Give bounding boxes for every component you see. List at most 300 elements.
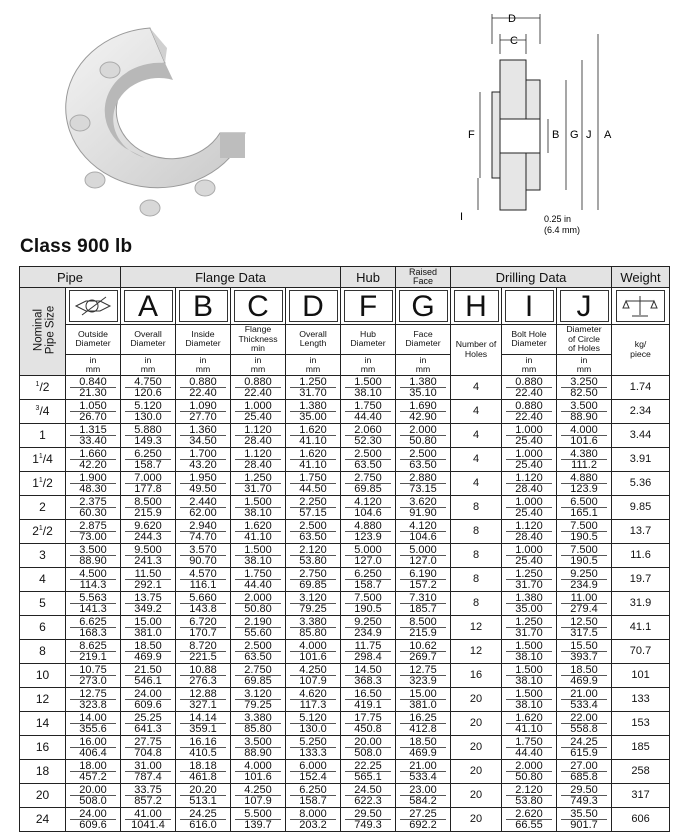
cell-j: 11.00 279.4 <box>557 591 612 615</box>
cell-c: 1.250 31.70 <box>231 471 286 495</box>
cell-od: 6.625 168.3 <box>66 615 121 639</box>
cell-b: 10.88 276.3 <box>176 663 231 687</box>
cell-weight: 9.85 <box>612 495 670 519</box>
cell-holes: 4 <box>451 375 502 399</box>
cell-i: 0.880 22.40 <box>502 399 557 423</box>
cell-holes: 8 <box>451 567 502 591</box>
cell-j: 22.00 558.8 <box>557 711 612 735</box>
cell-holes: 4 <box>451 399 502 423</box>
cell-holes: 4 <box>451 471 502 495</box>
cell-od: 10.75 273.0 <box>66 663 121 687</box>
unit-cell: in mm <box>66 354 121 375</box>
cell-weight: 133 <box>612 687 670 711</box>
col-overall-length: Overall Length <box>286 325 341 355</box>
column-name-row <box>20 325 670 355</box>
cell-weight: 3.44 <box>612 423 670 447</box>
table-row <box>20 759 670 783</box>
cell-f: 17.75 450.8 <box>341 711 396 735</box>
col-overall-diameter: Overall Diameter <box>121 325 176 355</box>
cell-g: 3.620 91.90 <box>396 495 451 519</box>
cell-b: 1.950 49.50 <box>176 471 231 495</box>
cell-c: 2.750 69.85 <box>231 663 286 687</box>
nominal-size-cell: 16 <box>20 735 66 759</box>
cell-c: 1.000 25.40 <box>231 399 286 423</box>
cell-i: 1.500 38.10 <box>502 663 557 687</box>
cell-weight: 2.34 <box>612 399 670 423</box>
cell-od: 3.500 88.90 <box>66 543 121 567</box>
cell-i: 1.500 38.10 <box>502 639 557 663</box>
cell-a: 18.50 469.9 <box>121 639 176 663</box>
cell-c: 2.500 63.50 <box>231 639 286 663</box>
raised-label: Raised <box>409 267 438 277</box>
letter-c: C <box>234 290 283 322</box>
cell-j: 29.50 749.3 <box>557 783 612 807</box>
table-row <box>20 567 670 591</box>
nominal-pipe-size-header <box>20 288 66 376</box>
cell-j: 9.250 234.9 <box>557 567 612 591</box>
cell-od: 24.00 609.6 <box>66 807 121 831</box>
group-header-row <box>20 267 670 288</box>
nominal-size-cell: 2 <box>20 495 66 519</box>
cell-b: 2.440 62.00 <box>176 495 231 519</box>
nominal-size-cell: 12 <box>20 687 66 711</box>
table-row <box>20 543 670 567</box>
col-inside-diameter: Inside Diameter <box>176 325 231 355</box>
table-row <box>20 399 670 423</box>
cell-od: 8.625 219.1 <box>66 639 121 663</box>
group-flange-data: Flange Data <box>121 267 341 288</box>
nominal-size-cell: 10 <box>20 663 66 687</box>
cell-d: 6.000 152.4 <box>286 759 341 783</box>
cell-od: 2.875 73.00 <box>66 519 121 543</box>
letter-j: J <box>560 290 609 322</box>
cell-od: 1.900 48.30 <box>66 471 121 495</box>
cell-f: 2.750 69.85 <box>341 471 396 495</box>
cell-i: 1.380 35.00 <box>502 591 557 615</box>
group-weight: Weight <box>612 267 670 288</box>
cell-weight: 3.91 <box>612 447 670 471</box>
unit-cell: in mm <box>396 354 451 375</box>
cell-i: 0.880 22.40 <box>502 375 557 399</box>
cell-g: 2.000 50.80 <box>396 423 451 447</box>
cell-c: 0.880 22.40 <box>231 375 286 399</box>
cell-g: 1.380 35.10 <box>396 375 451 399</box>
table-row <box>20 375 670 399</box>
cell-b: 18.18 461.8 <box>176 759 231 783</box>
cell-weight: 101 <box>612 663 670 687</box>
cell-weight: 70.7 <box>612 639 670 663</box>
cell-holes: 4 <box>451 447 502 471</box>
nominal-size-cell: 3 <box>20 543 66 567</box>
cell-i: 1.250 31.70 <box>502 567 557 591</box>
cell-i: 1.000 25.40 <box>502 495 557 519</box>
cell-holes: 8 <box>451 519 502 543</box>
cell-g: 7.310 185.7 <box>396 591 451 615</box>
cell-weight: 11.6 <box>612 543 670 567</box>
cell-holes: 8 <box>451 591 502 615</box>
nominal-size-cell: 20 <box>20 783 66 807</box>
cell-f: 29.50 749.3 <box>341 807 396 831</box>
group-raised-face <box>396 267 451 288</box>
letter-h: H <box>454 290 499 322</box>
letter-i: I <box>505 290 554 322</box>
cell-d: 1.380 35.00 <box>286 399 341 423</box>
cell-i: 1.250 31.70 <box>502 615 557 639</box>
nominal-size-cell: $2^1/2$ <box>20 519 66 543</box>
table-row <box>20 783 670 807</box>
cell-c: 3.500 88.90 <box>231 735 286 759</box>
cell-weight: 606 <box>612 807 670 831</box>
cell-g: 5.000 127.0 <box>396 543 451 567</box>
cell-weight: 13.7 <box>612 519 670 543</box>
cell-a: 9.500 241.3 <box>121 543 176 567</box>
letter-f: F <box>344 290 393 322</box>
nominal-size-cell: $^3$/4 <box>20 399 66 423</box>
cell-b: 5.660 143.8 <box>176 591 231 615</box>
flange-cross-section-diagram <box>448 4 688 238</box>
cell-od: 1.050 26.70 <box>66 399 121 423</box>
cell-i: 1.620 41.10 <box>502 711 557 735</box>
table-row <box>20 447 670 471</box>
col-outside-diameter: Outside Diameter <box>66 325 121 355</box>
table-row <box>20 423 670 447</box>
group-drilling-data: Drilling Data <box>451 267 612 288</box>
cell-i: 1.750 44.40 <box>502 735 557 759</box>
cell-d: 1.620 41.10 <box>286 447 341 471</box>
cell-holes: 20 <box>451 759 502 783</box>
cell-a: 21.50 546.1 <box>121 663 176 687</box>
cell-d: 1.250 31.70 <box>286 375 341 399</box>
table-row <box>20 519 670 543</box>
cell-weight: 31.9 <box>612 591 670 615</box>
col-face-diameter: Face Diameter <box>396 325 451 355</box>
letter-d: D <box>289 290 338 322</box>
group-pipe: Pipe <box>20 267 121 288</box>
table-row <box>20 711 670 735</box>
scale-icon <box>616 290 665 322</box>
letter-g: G <box>399 290 448 322</box>
cell-i: 2.620 66.55 <box>502 807 557 831</box>
cell-b: 24.25 616.0 <box>176 807 231 831</box>
cell-d: 6.250 158.7 <box>286 783 341 807</box>
cell-weight: 258 <box>612 759 670 783</box>
cell-f: 5.000 127.0 <box>341 543 396 567</box>
cell-d: 5.250 133.3 <box>286 735 341 759</box>
cell-c: 1.120 28.40 <box>231 423 286 447</box>
diagram-note-mm: (6.4 mm) <box>544 225 580 235</box>
units-row <box>20 354 670 375</box>
dim-label-c: C <box>510 35 518 47</box>
cell-weight: 153 <box>612 711 670 735</box>
nominal-size-cell: 18 <box>20 759 66 783</box>
col-kg-per-piece: kg/ piece <box>612 325 670 376</box>
cell-f: 16.50 419.1 <box>341 687 396 711</box>
cell-c: 1.620 41.10 <box>231 519 286 543</box>
nominal-size-cell: 24 <box>20 807 66 831</box>
cell-a: 27.75 704.8 <box>121 735 176 759</box>
cell-f: 22.25 565.1 <box>341 759 396 783</box>
cell-g: 23.00 584.2 <box>396 783 451 807</box>
nominal-size-cell: $1^1/4$ <box>20 447 66 471</box>
cell-b: 1.090 27.70 <box>176 399 231 423</box>
cell-d: 4.620 117.3 <box>286 687 341 711</box>
col-bolt-circle-diameter: Diameter of Circle of Holes <box>557 325 612 355</box>
cell-holes: 20 <box>451 783 502 807</box>
cell-weight: 41.1 <box>612 615 670 639</box>
cell-f: 9.250 234.9 <box>341 615 396 639</box>
cell-holes: 8 <box>451 495 502 519</box>
cell-a: 4.750 120.6 <box>121 375 176 399</box>
table-row <box>20 591 670 615</box>
cell-g: 15.00 381.0 <box>396 687 451 711</box>
cell-g: 21.00 533.4 <box>396 759 451 783</box>
cell-f: 1.500 38.10 <box>341 375 396 399</box>
cell-g: 16.25 412.8 <box>396 711 451 735</box>
cell-weight: 185 <box>612 735 670 759</box>
col-hub-diameter: Hub Diameter <box>341 325 396 355</box>
dim-label-b: B <box>552 129 560 141</box>
cell-i: 1.000 25.40 <box>502 543 557 567</box>
cell-g: 27.25 692.2 <box>396 807 451 831</box>
cell-c: 4.250 107.9 <box>231 783 286 807</box>
cell-f: 24.50 622.3 <box>341 783 396 807</box>
nominal-size-cell: 8 <box>20 639 66 663</box>
table-row <box>20 471 670 495</box>
cell-c: 4.000 101.6 <box>231 759 286 783</box>
table-row <box>20 639 670 663</box>
col-flange-thickness: Flange Thickness min <box>231 325 286 355</box>
cell-a: 25.25 641.3 <box>121 711 176 735</box>
cell-holes: 16 <box>451 663 502 687</box>
cell-b: 20.20 513.1 <box>176 783 231 807</box>
cell-i: 1.120 28.40 <box>502 519 557 543</box>
unit-cell: in mm <box>231 354 286 375</box>
nominal-size-cell: 5 <box>20 591 66 615</box>
cell-g: 10.62 269.7 <box>396 639 451 663</box>
cell-b: 12.88 327.1 <box>176 687 231 711</box>
group-hub: Hub <box>341 267 396 288</box>
unit-cell: in mm <box>176 354 231 375</box>
cell-g: 8.500 215.9 <box>396 615 451 639</box>
cell-od: 12.75 323.8 <box>66 687 121 711</box>
cell-i: 2.000 50.80 <box>502 759 557 783</box>
cell-j: 6.500 165.1 <box>557 495 612 519</box>
dim-label-j: J <box>586 129 592 141</box>
nominal-size-cell: 14 <box>20 711 66 735</box>
cell-a: 5.120 130.0 <box>121 399 176 423</box>
dim-label-f: F <box>468 129 475 141</box>
cell-a: 11.50 292.1 <box>121 567 176 591</box>
cell-j: 24.25 615.9 <box>557 735 612 759</box>
cell-f: 4.880 123.9 <box>341 519 396 543</box>
cell-a: 33.75 857.2 <box>121 783 176 807</box>
cell-f: 7.500 190.5 <box>341 591 396 615</box>
cell-holes: 8 <box>451 543 502 567</box>
cell-c: 1.500 38.10 <box>231 543 286 567</box>
cell-b: 4.570 116.1 <box>176 567 231 591</box>
cell-od: 1.660 42.20 <box>66 447 121 471</box>
unit-cell: in mm <box>286 354 341 375</box>
cell-od: 0.840 21.30 <box>66 375 121 399</box>
nominal-size-cell: 1 <box>20 423 66 447</box>
cell-d: 2.500 63.50 <box>286 519 341 543</box>
pipe-size-label: Pipe Size <box>44 305 57 355</box>
cell-d: 3.120 79.25 <box>286 591 341 615</box>
cell-od: 16.00 406.4 <box>66 735 121 759</box>
cell-holes: 4 <box>451 423 502 447</box>
cell-c: 5.500 139.7 <box>231 807 286 831</box>
face-label: Face <box>413 276 434 286</box>
cell-f: 2.500 63.50 <box>341 447 396 471</box>
cell-a: 41.00 1041.4 <box>121 807 176 831</box>
cell-a: 6.250 158.7 <box>121 447 176 471</box>
cell-g: 2.500 63.50 <box>396 447 451 471</box>
cell-f: 11.75 298.4 <box>341 639 396 663</box>
cell-a: 15.00 381.0 <box>121 615 176 639</box>
cell-j: 3.250 82.50 <box>557 375 612 399</box>
cell-j: 3.500 88.90 <box>557 399 612 423</box>
letter-row <box>20 288 670 325</box>
cell-g: 18.50 469.9 <box>396 735 451 759</box>
cell-g: 1.690 42.90 <box>396 399 451 423</box>
cell-j: 15.50 393.7 <box>557 639 612 663</box>
cell-d: 1.620 41.10 <box>286 423 341 447</box>
cell-d: 2.750 69.85 <box>286 567 341 591</box>
cell-j: 4.000 101.6 <box>557 423 612 447</box>
nominal-size-cell: 4 <box>20 567 66 591</box>
cell-f: 1.750 44.40 <box>341 399 396 423</box>
flange-spec-table <box>19 266 670 832</box>
cell-a: 24.00 609.6 <box>121 687 176 711</box>
cell-i: 1.120 28.40 <box>502 471 557 495</box>
pipe-icon <box>69 290 118 322</box>
cell-c: 1.120 28.40 <box>231 447 286 471</box>
cell-holes: 20 <box>451 735 502 759</box>
cell-i: 1.000 25.40 <box>502 423 557 447</box>
table-row <box>20 663 670 687</box>
cell-g: 4.120 104.6 <box>396 519 451 543</box>
cell-d: 8.000 203.2 <box>286 807 341 831</box>
cell-j: 21.00 533.4 <box>557 687 612 711</box>
cell-weight: 19.7 <box>612 567 670 591</box>
cell-j: 35.50 901.7 <box>557 807 612 831</box>
nominal-size-cell: $1^1/2$ <box>20 471 66 495</box>
cell-d: 4.250 107.9 <box>286 663 341 687</box>
cell-d: 2.120 53.80 <box>286 543 341 567</box>
unit-cell: in mm <box>557 354 612 375</box>
cell-f: 14.50 368.3 <box>341 663 396 687</box>
cell-d: 4.000 101.6 <box>286 639 341 663</box>
cell-c: 2.190 55.60 <box>231 615 286 639</box>
nominal-label: Nominal <box>32 309 45 352</box>
cell-od: 5.563 141.3 <box>66 591 121 615</box>
cell-holes: 20 <box>451 807 502 831</box>
letter-b: B <box>179 290 228 322</box>
cell-a: 5.880 149.3 <box>121 423 176 447</box>
cell-weight: 317 <box>612 783 670 807</box>
cell-b: 3.570 90.70 <box>176 543 231 567</box>
dim-label-a: A <box>604 129 612 141</box>
cell-i: 1.000 25.40 <box>502 447 557 471</box>
cell-f: 4.120 104.6 <box>341 495 396 519</box>
unit-cell: in mm <box>502 354 557 375</box>
cell-f: 6.250 158.7 <box>341 567 396 591</box>
cell-d: 1.750 44.50 <box>286 471 341 495</box>
table-body <box>20 375 670 831</box>
cell-j: 7.500 190.5 <box>557 543 612 567</box>
cell-j: 18.50 469.9 <box>557 663 612 687</box>
cell-a: 9.620 244.3 <box>121 519 176 543</box>
cell-b: 16.16 410.5 <box>176 735 231 759</box>
cell-weight: 5.36 <box>612 471 670 495</box>
unit-cell: in mm <box>341 354 396 375</box>
unit-cell: in mm <box>121 354 176 375</box>
cell-g: 6.190 157.2 <box>396 567 451 591</box>
cell-c: 3.120 79.25 <box>231 687 286 711</box>
cell-c: 1.500 38.10 <box>231 495 286 519</box>
cell-b: 8.720 221.5 <box>176 639 231 663</box>
cell-b: 14.14 359.1 <box>176 711 231 735</box>
cell-holes: 12 <box>451 615 502 639</box>
cell-j: 27.00 685.8 <box>557 759 612 783</box>
dim-label-d: D <box>508 13 516 25</box>
cell-d: 3.380 85.80 <box>286 615 341 639</box>
cell-d: 5.120 130.0 <box>286 711 341 735</box>
nominal-size-cell: 6 <box>20 615 66 639</box>
cell-a: 8.500 215.9 <box>121 495 176 519</box>
cell-d: 2.250 57.15 <box>286 495 341 519</box>
cell-g: 12.75 323.9 <box>396 663 451 687</box>
col-number-of-holes: Number of Holes <box>451 325 502 376</box>
dim-label-g: G <box>570 129 579 141</box>
cell-b: 6.720 170.7 <box>176 615 231 639</box>
cell-od: 4.500 114.3 <box>66 567 121 591</box>
flange-illustration <box>55 8 255 238</box>
cell-holes: 12 <box>451 639 502 663</box>
cell-od: 18.00 457.2 <box>66 759 121 783</box>
cell-c: 2.000 50.80 <box>231 591 286 615</box>
letter-a: A <box>124 290 173 322</box>
cell-holes: 20 <box>451 687 502 711</box>
table-row <box>20 495 670 519</box>
cell-f: 2.060 52.30 <box>341 423 396 447</box>
cell-b: 0.880 22.40 <box>176 375 231 399</box>
cell-i: 1.500 38.10 <box>502 687 557 711</box>
page-title: Class 900 lb <box>20 236 133 257</box>
cell-b: 1.700 43.20 <box>176 447 231 471</box>
cell-c: 3.380 85.80 <box>231 711 286 735</box>
cell-b: 1.360 34.50 <box>176 423 231 447</box>
cell-i: 2.120 53.80 <box>502 783 557 807</box>
cell-od: 1.315 33.40 <box>66 423 121 447</box>
cell-j: 4.880 123.9 <box>557 471 612 495</box>
cell-holes: 20 <box>451 711 502 735</box>
cell-j: 12.50 317.5 <box>557 615 612 639</box>
cell-j: 4.380 111.2 <box>557 447 612 471</box>
cell-a: 7.000 177.8 <box>121 471 176 495</box>
cell-f: 20.00 508.0 <box>341 735 396 759</box>
table-row <box>20 687 670 711</box>
cell-g: 2.880 73.15 <box>396 471 451 495</box>
cell-j: 7.500 190.5 <box>557 519 612 543</box>
dim-label-i: I <box>460 211 464 223</box>
cell-c: 1.750 44.40 <box>231 567 286 591</box>
nominal-size-cell: $^1$/2 <box>20 375 66 399</box>
table-row <box>20 615 670 639</box>
cell-b: 2.940 74.70 <box>176 519 231 543</box>
cell-weight: 1.74 <box>612 375 670 399</box>
table-row <box>20 807 670 831</box>
